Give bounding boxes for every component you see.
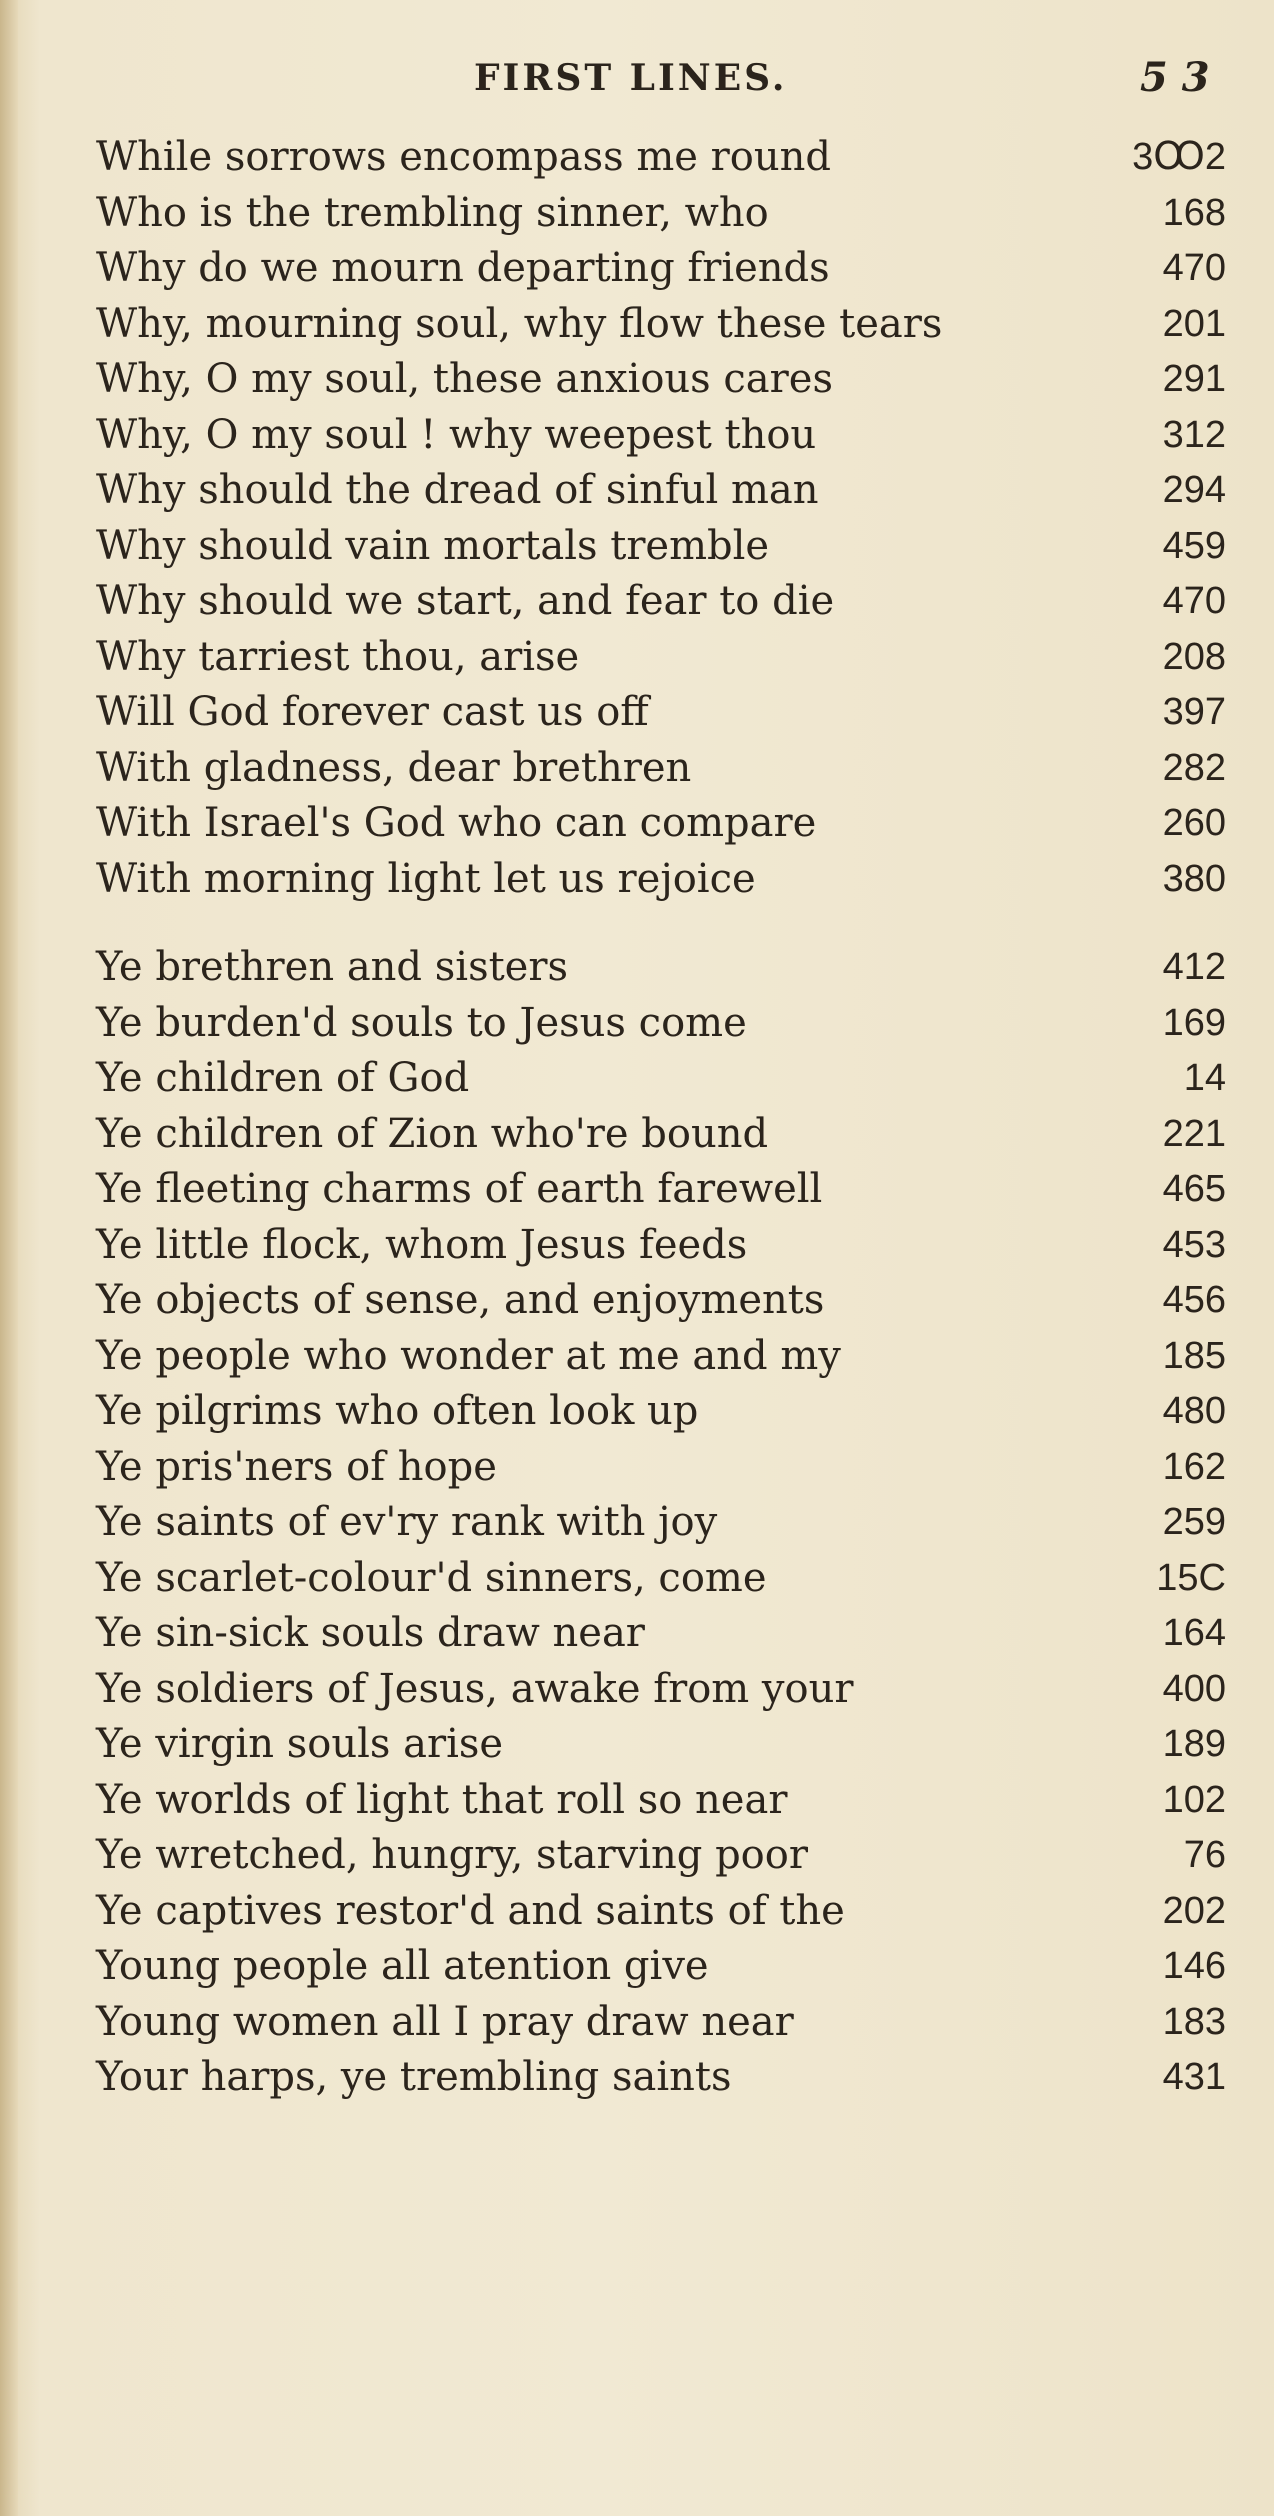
first-line-text: While sorrows encompass me round — [96, 134, 831, 180]
hymn-number: 168 — [1162, 191, 1226, 234]
hymn-number: 453 — [1162, 1223, 1226, 1266]
first-line-text: Why should the dread of sinful man — [96, 467, 819, 513]
page-title: FIRST LINES. — [474, 57, 788, 99]
hymn-number: 282 — [1162, 746, 1226, 789]
index-entry — [96, 463, 1236, 519]
first-line-text: Ye children of Zion who're bound — [96, 1110, 769, 1157]
index-entry — [96, 241, 1236, 297]
hymn-number: 470 — [1162, 247, 1226, 289]
index-entry — [96, 1773, 1236, 1829]
hymn-number: 431 — [1162, 2056, 1226, 2098]
first-line-text: Why should we start, and fear to die — [96, 578, 835, 624]
hymn-number: 259 — [1162, 1501, 1226, 1543]
index-entry — [96, 1440, 1236, 1496]
hymn-number: 14 — [1183, 1057, 1226, 1099]
page-header — [0, 48, 1274, 108]
hymn-number: 291 — [1162, 358, 1226, 400]
first-line-text: Ye virgin souls arise — [96, 1721, 504, 1767]
hymn-number: 470 — [1162, 580, 1226, 622]
hymn-number: 412 — [1162, 946, 1226, 988]
first-line-text: Why, O my soul ! why weepest thou — [96, 411, 817, 458]
first-line-text: Why do we mourn departing friends — [96, 245, 830, 291]
index-entry — [96, 1384, 1236, 1440]
index-entry — [96, 1606, 1236, 1662]
index-entry — [96, 685, 1236, 741]
index-entry — [96, 1884, 1236, 1940]
hymn-number: 169 — [1162, 1001, 1226, 1044]
hymn-number: 183 — [1162, 2000, 1226, 2043]
first-line-text: Why, O my soul, these anxious cares — [96, 356, 833, 402]
hymn-number: 202 — [1162, 1889, 1226, 1932]
index-entry — [96, 1218, 1236, 1274]
index-entry — [96, 940, 1236, 996]
index-entry — [96, 2050, 1236, 2106]
hymn-number: 185 — [1162, 1334, 1226, 1377]
first-line-text: Ye soldiers of Jesus, awake from your — [96, 1665, 854, 1712]
hymn-number: 146 — [1162, 1945, 1226, 1987]
hymn-number: 480 — [1162, 1390, 1226, 1432]
index-entry — [96, 1939, 1236, 1995]
hymn-number: 397 — [1162, 691, 1226, 733]
hymn-number: 459 — [1162, 524, 1226, 567]
first-line-text: Ye people who wonder at me and my — [96, 1332, 841, 1379]
first-line-text: Ye saints of ev'ry rank with joy — [96, 1499, 718, 1545]
index-entry — [96, 1717, 1236, 1773]
first-line-text: Ye scarlet-colour'd sinners, come — [96, 1554, 767, 1601]
hymn-number: 102 — [1162, 1778, 1226, 1821]
first-line-text: Will God forever cast us off — [96, 689, 649, 735]
hymn-number: 3Ꝏ2 — [1132, 136, 1226, 178]
index-entry — [96, 186, 1236, 242]
first-line-text: Ye brethren and sisters — [96, 944, 568, 990]
hymn-number: 189 — [1162, 1723, 1226, 1765]
page-spine-edge — [0, 0, 18, 2516]
first-line-text: Why should vain mortals tremble — [96, 522, 770, 569]
page-number: 5 3 — [1140, 54, 1210, 101]
index-entry — [96, 352, 1236, 408]
index-entry — [96, 1051, 1236, 1107]
index-entry — [96, 852, 1236, 908]
first-line-text: Young women all I pray draw near — [96, 1998, 794, 2045]
index-section-y — [96, 940, 1236, 2106]
hymn-number: 312 — [1162, 413, 1226, 456]
hymn-number: 294 — [1162, 469, 1226, 511]
first-line-text: Your harps, ye trembling saints — [96, 2054, 732, 2100]
first-line-text: Ye children of God — [96, 1055, 470, 1101]
first-line-text: Ye sin-sick souls draw near — [96, 1610, 645, 1656]
index-entry — [96, 574, 1236, 630]
index-entry — [96, 130, 1236, 186]
hymn-number: 221 — [1162, 1112, 1226, 1155]
index-entry — [96, 519, 1236, 575]
index-entry — [96, 1162, 1236, 1218]
index-entry — [96, 1662, 1236, 1718]
hymn-number: 208 — [1162, 635, 1226, 678]
index-entry — [96, 297, 1236, 353]
index-entry — [96, 408, 1236, 464]
hymn-number: 164 — [1162, 1612, 1226, 1654]
first-line-text: Ye pris'ners of hope — [96, 1443, 497, 1490]
index-entry — [96, 1329, 1236, 1385]
first-line-text: Ye wretched, hungry, starving poor — [96, 1832, 808, 1878]
first-line-text: Why, mourning soul, why flow these tears — [96, 300, 943, 347]
first-line-text: Ye objects of sense, and enjoyments — [96, 1277, 825, 1323]
index-entry — [96, 1495, 1236, 1551]
hymn-number: 400 — [1162, 1667, 1226, 1710]
first-line-text: Young people all atention give — [96, 1943, 709, 1989]
hymn-number: 380 — [1162, 857, 1226, 900]
first-line-text: Ye captives restor'd and saints of the — [96, 1887, 845, 1934]
index-entry — [96, 1828, 1236, 1884]
first-line-text: With gladness, dear brethren — [96, 744, 692, 791]
index-entry — [96, 1551, 1236, 1607]
index-entry — [96, 1273, 1236, 1329]
first-line-text: With Israel's God who can compare — [96, 800, 817, 846]
index-section-w — [96, 130, 1236, 907]
first-line-text: Why tarriest thou, arise — [96, 633, 580, 680]
index-entry — [96, 996, 1236, 1052]
first-line-text: Who is the trembling sinner, who — [96, 189, 769, 236]
hymn-number: 260 — [1162, 802, 1226, 844]
hymn-number: 201 — [1162, 302, 1226, 345]
hymn-number: 76 — [1183, 1834, 1226, 1876]
index-entry — [96, 741, 1236, 797]
hymn-number: 456 — [1162, 1279, 1226, 1321]
first-line-text: Ye worlds of light that roll so near — [96, 1776, 788, 1823]
hymn-number: 465 — [1162, 1168, 1226, 1210]
first-line-text: Ye burden'd souls to Jesus come — [96, 999, 747, 1046]
index-entry — [96, 1995, 1236, 2051]
hymn-number: 162 — [1162, 1445, 1226, 1488]
first-line-text: Ye little flock, whom Jesus feeds — [96, 1221, 748, 1268]
first-line-text: With morning light let us rejoice — [96, 855, 756, 902]
index-entry — [96, 796, 1236, 852]
first-line-text: Ye pilgrims who often look up — [96, 1388, 699, 1434]
index-entry — [96, 1107, 1236, 1163]
hymn-number: 15C — [1156, 1556, 1226, 1599]
index-entry — [96, 630, 1236, 686]
first-line-text: Ye fleeting charms of earth farewell — [96, 1166, 823, 1212]
